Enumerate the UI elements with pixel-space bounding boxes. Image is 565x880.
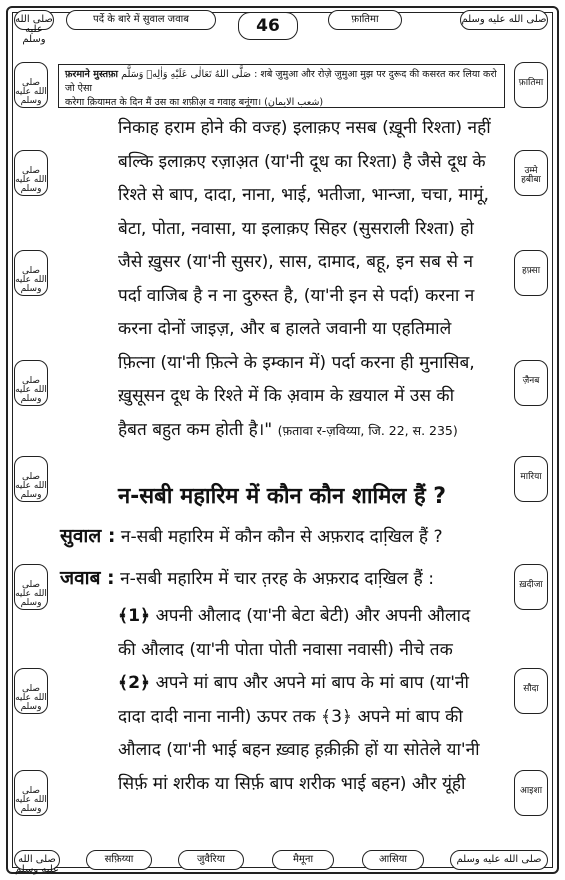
side-right-1: फ़ातिमा [514, 62, 548, 108]
side-right-7: सौदा [514, 668, 548, 714]
answer-line-text: की औलाद (या'नी पोता पोती नवासा नवासी) नीचे तक [118, 639, 453, 660]
side-left-3: صلى الله عليه وسلم [14, 250, 48, 296]
side-left-5: صلى الله عليه وسلم [14, 456, 48, 502]
answer-line-text: दादा दादी नाना नानी) ऊपर तक ﴾3﴿ अपने मां बाप की [118, 706, 463, 727]
answer-line-text: अपनी औलाद (या'नी बेटा बेटी) और अपनी औलाद [150, 606, 471, 626]
fatawa-reference: (फ़तावा र-ज़विय्या, जि. 22, स. 235) [277, 422, 458, 438]
side-left-2: صلى الله عليه وسلم [14, 150, 48, 196]
paragraph-end: हैबत बहुत कम होती है।" [118, 419, 273, 440]
question-text: न-सबी महारिम में कौन कौन से अफ़राद दाखि़ल हैं ? [120, 527, 443, 547]
answer-line-text: औलाद (या'नी भाई बहन ख़्वाह ह़क़ीक़ी हों या सोतेले या'नी [118, 740, 480, 760]
side-left-4: صلى الله عليه وسلم [14, 360, 48, 406]
answer-line [118, 768, 506, 802]
answer-label: जवाब : [60, 567, 115, 589]
answer-line [118, 701, 506, 735]
text-line: फ़ित्ना (या'नी फ़ित्ने के इम्कान में) पर्दा करना ही मुनासिब, [118, 352, 475, 373]
question-label: सुवाल : [60, 525, 116, 547]
text-line: निकाह हराम होने की वज्ह) इलाक़ए नसब (ख़ूनी रिश्ता) नहीं [118, 118, 491, 138]
side-left-1: صلى الله عليه وسلم [14, 62, 48, 108]
item-number: ﴾2﴿ [118, 673, 151, 693]
footer-name-4: आसिया [362, 850, 424, 870]
question-row [60, 520, 510, 555]
side-right-8: आइशा [514, 770, 548, 816]
text-line: ख़ुसूसन दूध के रिश्ते में कि अ़वाम के ख़याल में उस की [118, 386, 455, 406]
book-title: पर्दे के बारे में सुवाल जवाब [66, 10, 216, 30]
header-corner-right: صلى الله عليه وسلم [460, 10, 548, 30]
answer-row [60, 562, 510, 597]
side-right-3: हफ़्सा [514, 250, 548, 296]
text-line: जैसे ख़ुसर (या'नी सुसर), सास, दामाद, बहू, इन सब से न [118, 252, 474, 272]
hadith-line1: : शबे जुमुआ और रोज़े जुमुआ मुझ पर दुरूद की कसरत कर लिया करो जो ऐसा [65, 69, 497, 94]
footer-name-1: सफ़िय्या [86, 850, 152, 870]
hadith-source: (شعب الایمان) [264, 97, 324, 108]
page-number: 46 [238, 12, 298, 40]
text-line: करना दोनों जाइज़, और ब हालते जवानी या एहतिमाले [118, 319, 452, 339]
side-right-6: ख़दीजा [514, 564, 548, 610]
answer-line-text: अपने मां बाप और अपने मां बाप के मां बाप (या'नी [150, 673, 470, 693]
answer-text: न-सबी महारिम में चार त़रह के अफ़राद दाखि़ल हैं : [120, 569, 435, 589]
side-right-5: मारिया [514, 456, 548, 502]
side-left-7: صلى الله عليه وسلم [14, 668, 48, 714]
text-line: पर्दा वाजिब है न ना दुरुस्त है, (या'नी इन से पर्दा) करना न [118, 285, 475, 306]
answer-line [118, 600, 506, 634]
hadith-arabic: صَلَّى اللهُ تَعَالٰى عَلَيْهِ وَاٰلِهٖ وَسَلَّم [121, 69, 252, 80]
text-line: बेटा, पोता, नवासा, या इलाक़ए सिहर (सुसराली रिश्ता) हो [118, 218, 474, 239]
footer-corner-right: صلى الله عليه وسلم [450, 850, 548, 870]
text-line: रिश्ते से बाप, दादा, नाना, भाई, भतीजा, भान्जा, चचा, मामूं, [118, 185, 489, 205]
answer-line [118, 634, 506, 668]
footer-name-2: जुवैरिया [178, 850, 244, 870]
item-number: ﴾1﴿ [118, 606, 151, 626]
hadith-label: फ़रमाने मुस्तफ़ा [65, 69, 119, 80]
answer-body [118, 600, 506, 801]
main-paragraph [118, 112, 506, 447]
answer-line [118, 667, 506, 701]
footer-name-3: मैमूना [272, 850, 334, 870]
answer-line [118, 734, 506, 768]
side-right-4: ज़ैनब [514, 360, 548, 406]
text-line: बल्कि इलाक़ए रज़ाअ़त (या'नी दूध का रिश्ता) है जैसे दूध के [118, 151, 486, 172]
side-left-6: صلى الله عليه وسلم [14, 564, 48, 610]
section-heading: न-सबी महारिम में कौन कौन शामिल हैं ? [117, 484, 447, 509]
answer-line-text: सिर्फ़ मां शरीक या सिर्फ़ बाप शरीक भाई बहन) और यूंही [118, 773, 466, 794]
hadith-box [58, 64, 505, 108]
hadith-line2: करेगा क़ियामत के दिन मैं उस का शफ़ीअ़ व गवाह बनूंगा। [65, 97, 262, 108]
header-right-cartouche: फ़ातिमा [328, 10, 402, 30]
side-right-2: उम्मे हबीबा [514, 150, 548, 196]
footer-corner-left: صلى الله عليه وسلم [14, 850, 60, 870]
side-left-8: صلى الله عليه وسلم [14, 770, 48, 816]
header-corner-left: صلى الله عليه وسلم [14, 10, 54, 30]
text-line-last [118, 414, 506, 448]
